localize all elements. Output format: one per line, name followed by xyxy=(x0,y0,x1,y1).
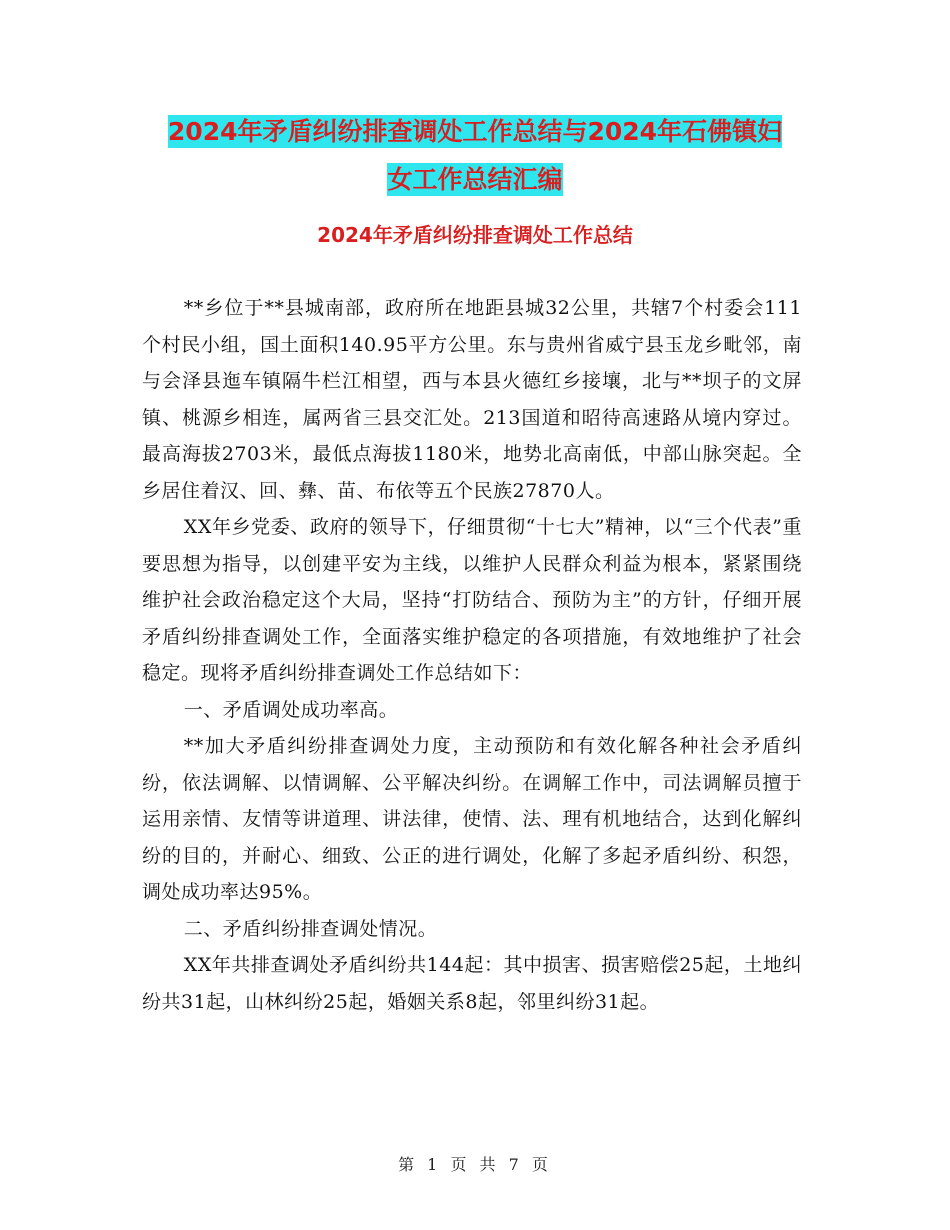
document-title-line-2: 女工作总结汇编 xyxy=(387,165,563,194)
paragraph-section-2: XX年共排查调处矛盾纠纷共144起：其中损害、损害赔偿25起，土地纠纷共31起，山林纠纷25起，婚姻关系8起，邻里纠纷31起。 xyxy=(142,954,802,1013)
section-title: 2024年矛盾纠纷排查调处工作总结 xyxy=(317,223,633,247)
document-title xyxy=(0,108,950,204)
heading-section-2: 二、矛盾纠纷排查调处情况。 xyxy=(183,917,438,940)
paragraph-section-1: **加大矛盾纠纷排查调处力度，主动预防和有效化解各种社会矛盾纠纷，依法调解、以情调解、公平解决纠纷。在调解工作中，司法调解员擅于运用亲情、友情等讲道理、讲法律，使情、法、理有机地结合，达到化解纠纷的目的，并耐心、细致、公正的进行调处，化解了多起矛盾纠纷、积怨，调处成功率达95%。 xyxy=(142,735,802,903)
paragraph-overview: XX年乡党委、政府的领导下，仔细贯彻“十七大”精神，以“三个代表”重要思想为指导，以创建平安为主线，以维护人民群众利益为根本，紧紧围绕维护社会政治稳定这个大局，坚持“打防结合、预防为主”的方针，仔细开展矛盾纠纷排查调处工作，全面落实维护稳定的各项措施，有效地维护了社会稳定。现将矛盾纠纷排查调处工作总结如下： xyxy=(142,516,802,684)
heading-section-1: 一、矛盾调处成功率高。 xyxy=(183,698,399,721)
document-title-line-1: 2024年矛盾纠纷排查调处工作总结与2024年石佛镇妇 xyxy=(167,117,783,146)
document-body xyxy=(142,290,802,1020)
paragraph-intro: **乡位于**县城南部，政府所在地距县城32公里，共辖7个村委会111个村民小组，国土面积140.95平方公里。东与贵州省威宁县玉龙乡毗邻，南与会泽县迤车镇隔牛栏江相望，西与本县火德红乡接壤，北与**坝子的文屏镇、桃源乡相连，属两省三县交汇处。213国道和昭待高速路从境内穿过。最高海拔2703米，最低点海拔1180米，地势北高南低，中部山脉突起。全乡居住着汉、回、彝、苗、布依等五个民族27870人。 xyxy=(142,297,802,502)
page-number-footer: 第 1 页 共 7 页 xyxy=(398,1155,552,1174)
